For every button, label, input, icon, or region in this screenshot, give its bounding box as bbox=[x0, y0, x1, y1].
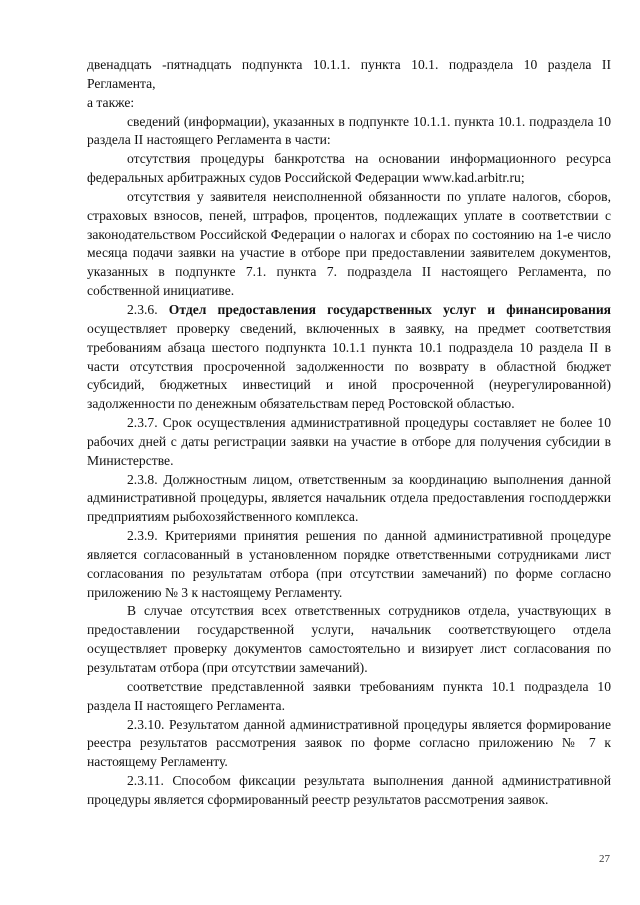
paragraph-2-3-8: 2.3.8. Должностным лицом, ответственным за координацию выполнения данной административной процедуры, является начальник отдела предоставления господдержки предприятиям рыбохозяйственного комплекса. bbox=[87, 471, 611, 525]
document-page bbox=[87, 56, 611, 810]
clause-text: осуществляет проверку сведений, включенных в заявку, на предмет соответствия требованиям абзаца шестого подпункта 10.1.1 пункта 10.1 подраздела 10 раздела II в части отсутствия просроченной задолженности по возврату в областной бюджет субсидий, бюджетных инвестиций и иной просроченной (неурегулированной) задолженности по денежным обязательствам перед Ростовской областью. bbox=[87, 320, 611, 412]
paragraph-bankruptcy: отсутствия процедуры банкротства на основании информационного ресурса федеральных арбитражных судов Российской Федерации www.kad.arbitr.ru; bbox=[87, 151, 611, 186]
paragraph-2-3-7: 2.3.7. Срок осуществления административной процедуры составляет не более 10 рабочих дней с даты регистрации заявки на участие в отборе для получения субсидии в Министерстве. bbox=[87, 415, 611, 468]
paragraph-compliance: соответствие представленной заявки требованиям пункта 10.1 подраздела 10 раздела II настоящего Регламента. bbox=[87, 678, 611, 713]
paragraph-absence-of-staff: В случае отсутствия всех ответственных сотрудников отдела, участвующих в предоставлении государственной услуги, начальник соответствующего отдела осуществляет проверку документов самостоятельно и визирует лист согласования по результатам отбора (при отсутствии замечаний). bbox=[87, 603, 611, 675]
paragraph-2-3-6 bbox=[87, 301, 611, 414]
paragraph-information: сведений (информации), указанных в подпункте 10.1.1. пункта 10.1. подраздела 10 раздела II настоящего Регламента в части: bbox=[87, 113, 611, 148]
clause-number: 2.3.6. bbox=[127, 301, 158, 317]
paragraph-2-3-10: 2.3.10. Результатом данной административной процедуры является формирование реестра результатов рассмотрения заявок по форме согласно приложению № 7 к настоящему Регламенту. bbox=[87, 716, 611, 770]
paragraph-tax-obligations: отсутствия у заявителя неисполненной обязанности по уплате налогов, сборов, страховых взносов, пеней, штрафов, процентов, подлежащих уплате в соответствии с законодательством Российской Федерации о налогах и сборах по состоянию на 1-е число месяца подачи заявки на участие в отборе при предоставлении заявителем документов, указанных в подпункте 7.1. пункта 7. подраздела II настоящего Регламента, по собственной инициативе. bbox=[87, 188, 611, 299]
paragraph-continuation: двенадцать -пятнадцать подпункта 10.1.1. пункта 10.1. подраздела 10 раздела II Регламента, bbox=[87, 57, 611, 91]
department-name: Отдел предоставления государственных услуг и финансирования bbox=[168, 301, 612, 317]
paragraph-2-3-9: 2.3.9. Критериями принятия решения по данной административной процедуре является согласованный в установленном порядке ответственными сотрудниками лист согласования по результатам отбора (при отсутствии замечаний) по форме согласно приложению № 3 к настоящему Регламенту. bbox=[87, 528, 611, 600]
paragraph-2-3-11: 2.3.11. Способом фиксации результата выполнения данной административной процедуры является сформированный реестр результатов рассмотрения заявок. bbox=[87, 773, 611, 807]
page-number: 27 bbox=[599, 853, 610, 865]
paragraph-also: а также: bbox=[87, 94, 135, 110]
